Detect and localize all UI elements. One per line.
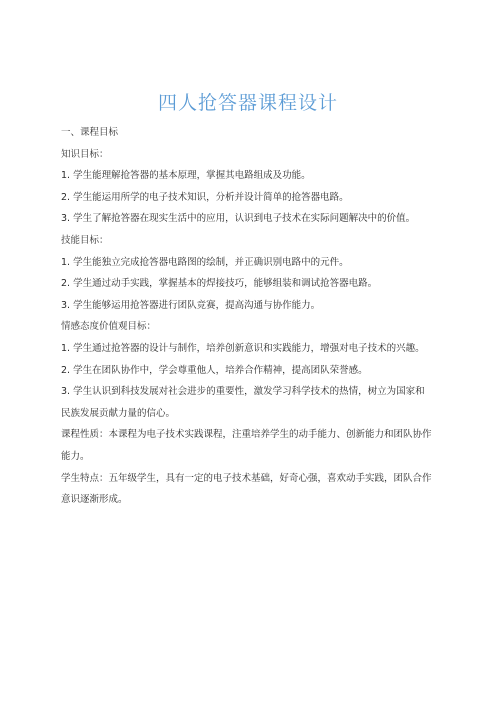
document-body (61, 122, 433, 511)
course-nature-paragraph: 课程性质：本课程为电子技术实践课程，注重培养学生的动手能力、创新能力和团队协作能力。 (61, 429, 432, 462)
student-traits-paragraph: 学生特点：五年级学生，具有一定的电子技术基础，好奇心强，喜欢动手实践，团队合作意识逐渐形成。 (61, 472, 432, 506)
knowledge-goal-item: 3. 学生了解抢答器在现实生活中的应用，认识到电子技术在实际问题解决中的价值。 (61, 213, 416, 225)
section-heading-course-goals: 一、课程目标 (61, 127, 119, 138)
knowledge-goal-item: 2. 学生能运用所学的电子技术知识，分析并设计简单的抢答器电路。 (61, 191, 349, 203)
skill-goals-heading: 技能目标： (61, 234, 109, 246)
document-title: 四人抢答器课程设计 (157, 92, 338, 114)
knowledge-goal-item: 1. 学生能理解抢答器的基本原理，掌握其电路组成及功能。 (61, 170, 311, 182)
attitude-goal-item: 1. 学生通过抢答器的设计与制作，培养创新意识和实践能力，增强对电子技术的兴趣。 (61, 342, 425, 354)
skill-goal-item: 1. 学生能独立完成抢答器电路图的绘制，并正确识别电路中的元件。 (61, 256, 349, 268)
attitude-goal-item: 2. 学生在团队协作中，学会尊重他人，培养合作精神，提高团队荣誉感。 (61, 364, 368, 376)
skill-goal-item: 2. 学生通过动手实践，掌握基本的焊接技巧，能够组装和调试抢答器电路。 (61, 278, 378, 290)
skill-goal-item: 3. 学生能够运用抢答器进行团队竞赛，提高沟通与协作能力。 (61, 299, 321, 311)
attitude-goal-item: 3. 学生认识到科技发展对社会进步的重要性，激发学习科学技术的热情，树立为国家和民族发展贡献力量的信心。 (61, 386, 425, 419)
attitude-goals-heading: 情感态度价值观目标： (61, 321, 157, 333)
knowledge-goals-heading: 知识目标： (61, 148, 109, 160)
